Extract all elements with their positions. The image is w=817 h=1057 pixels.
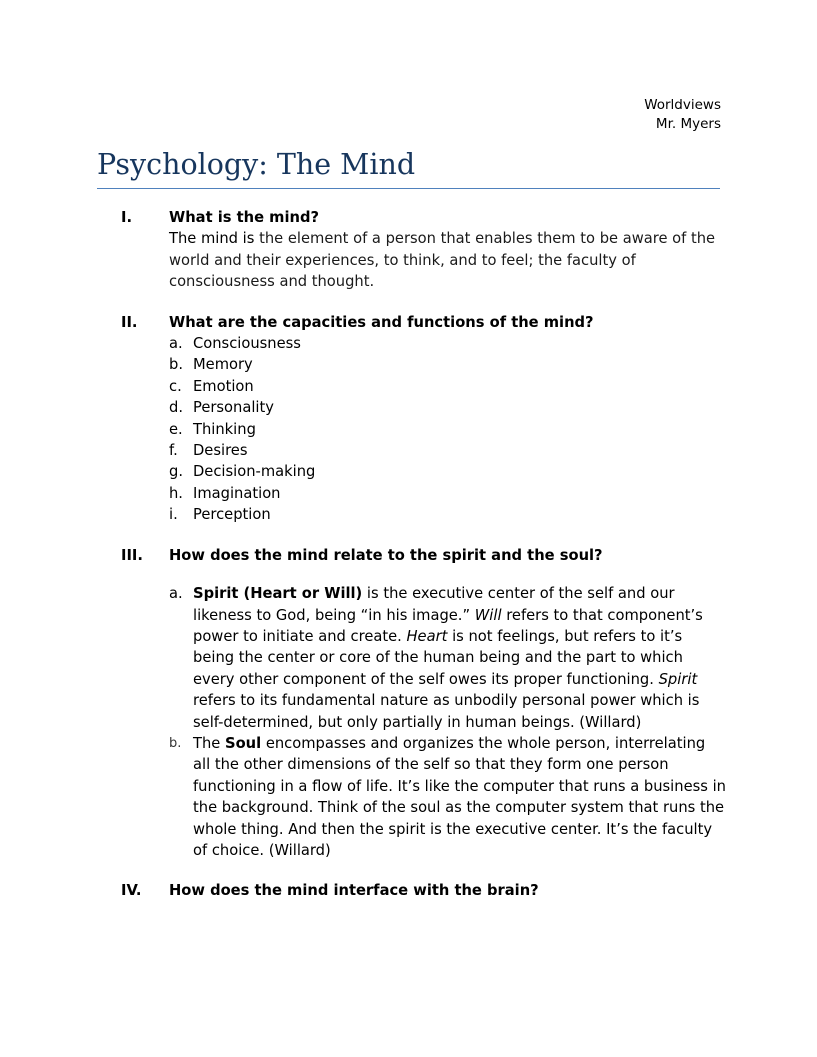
section-numeral: IV. (121, 882, 142, 900)
definition-lead: The mind is (169, 230, 255, 248)
list-item-text: Thinking (193, 420, 256, 438)
list-item (169, 376, 727, 397)
spirit-soul-list (169, 583, 727, 861)
list-item (169, 440, 727, 461)
term-will: Will (474, 606, 502, 624)
section-question: How does the mind interface with the brain? (169, 882, 539, 900)
list-item (169, 504, 727, 525)
list-item (169, 461, 727, 482)
list-marker: h. (169, 484, 183, 502)
course-name: Worldviews (644, 97, 721, 113)
section-question: What are the capacities and functions of the mind? (169, 313, 594, 331)
section-question: What is the mind? (169, 209, 319, 226)
term-heart: Heart (406, 627, 448, 645)
term-spirit-italic: Spirit (658, 670, 698, 688)
list-marker: i. (169, 506, 178, 524)
definition-text: the element of a person that enables them to be aware of the world and their experiences, to think, and to feel; the faculty of consciousness and thought. (169, 230, 716, 291)
list-item-text: Consciousness (193, 335, 301, 353)
teacher-name: Mr. Myers (655, 116, 721, 132)
paragraph-text: is not feelings, but refers to it’s being the center or core of the human being and the part to which every other component of the self owes its proper functioning. (193, 627, 683, 688)
section-4 (97, 880, 727, 901)
paragraph-text: refers to that component’s power to initiate and create. (193, 606, 703, 645)
mind-definition (169, 228, 727, 292)
list-item-text: Decision-making (193, 463, 316, 481)
list-marker: c. (169, 377, 182, 395)
list-marker: f. (169, 442, 178, 460)
list-marker: d. (169, 399, 183, 417)
paragraph-text: encompasses and organizes the whole person, interrelating all the other dimensions of the self so that they form one person functioning in a flow of life. It’s like the computer that runs a business in the background. Think of the soul as the computer system that runs the whole thing. And then the spirit is the executive center. It’s the faculty of choice. (Willard) (193, 734, 726, 859)
list-item-spirit (169, 583, 727, 733)
list-item (169, 333, 727, 354)
paragraph-text: is the executive center of the self and our likeness to God, being “in his image.” (193, 585, 675, 624)
section-numeral: III. (121, 546, 143, 564)
list-item-soul (169, 733, 727, 861)
list-marker: e. (169, 420, 183, 438)
list-item (169, 397, 727, 418)
list-item-text: Desires (193, 442, 248, 460)
term-spirit: Spirit (Heart or Will) (193, 585, 363, 603)
page-title: Psychology: The Mind (97, 146, 720, 189)
section-question: How does the mind relate to the spirit and the soul? (169, 546, 603, 564)
list-marker: a. (169, 335, 183, 353)
capacities-list (169, 333, 727, 526)
document-header (644, 96, 721, 134)
outline (97, 207, 727, 902)
list-item-text: Memory (193, 356, 253, 374)
list-item-text: Personality (193, 399, 274, 417)
list-item (169, 419, 727, 440)
paragraph-text: refers to its fundamental nature as unbodily personal power which is self-determined, but only partially in human beings. (Willard) (193, 692, 700, 731)
term-soul: Soul (225, 734, 262, 752)
list-item (169, 483, 727, 504)
list-marker: a. (169, 585, 183, 603)
section-3 (97, 545, 727, 862)
list-item (169, 354, 727, 375)
list-item-text: Emotion (193, 377, 254, 395)
list-marker: g. (169, 463, 183, 481)
section-2 (97, 312, 727, 526)
section-numeral: II. (121, 313, 138, 331)
paragraph-text: The (193, 734, 225, 752)
list-item-text: Perception (193, 506, 271, 524)
section-1 (97, 207, 727, 293)
list-item-text: Imagination (193, 484, 281, 502)
section-numeral: I. (121, 209, 133, 226)
list-marker: b. (169, 735, 182, 751)
list-marker: b. (169, 356, 183, 374)
